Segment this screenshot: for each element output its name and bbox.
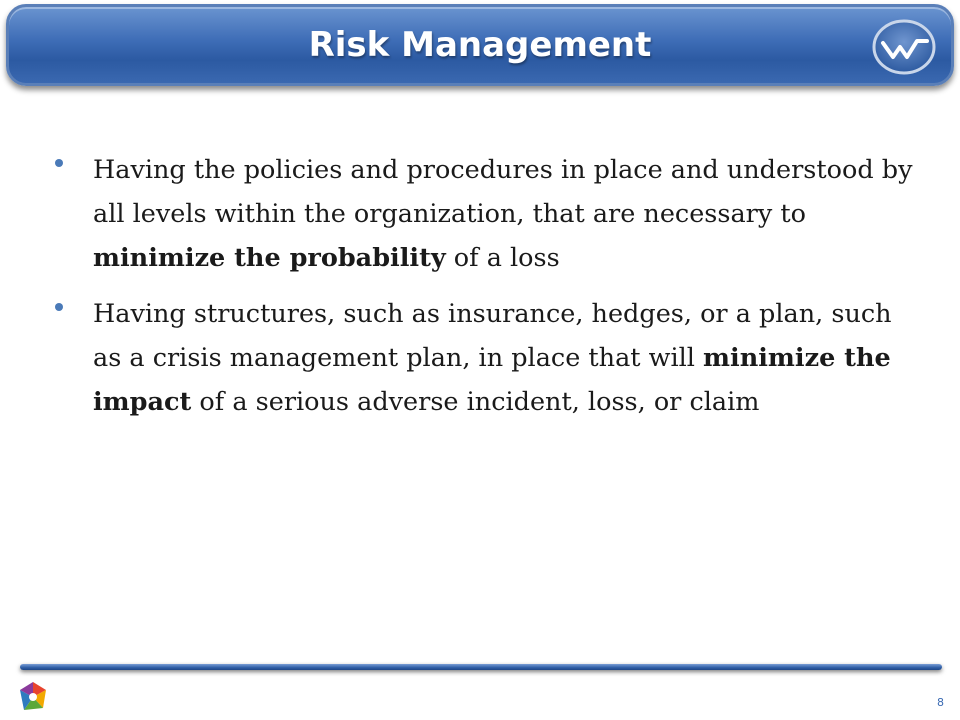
emphasis-text: minimize the probability: [93, 243, 446, 273]
list-item: [55, 148, 915, 280]
bullet-icon: [55, 159, 63, 167]
bullet-icon: [55, 303, 63, 311]
emphasis-text: minimize the impact: [93, 343, 891, 417]
bullet-text: Having structures, such as insurance, hedges, or a plan, such as a crisis management plan, in place that will minimize the impact of a serious adverse incident, loss, or claim: [93, 299, 892, 417]
title-bar: [6, 4, 954, 86]
pinwheel-logo-icon: [16, 680, 50, 714]
page-number: 8: [937, 696, 944, 709]
bullet-list: [55, 148, 915, 436]
bullet-text: Having the policies and procedures in place and understood by all levels within the organization, that are necessary to minimize the probability of a loss: [93, 155, 913, 273]
list-item: [55, 292, 915, 424]
w-logo-icon: [871, 17, 937, 77]
footer-divider: [20, 664, 942, 670]
slide-title: Risk Management: [308, 25, 652, 65]
